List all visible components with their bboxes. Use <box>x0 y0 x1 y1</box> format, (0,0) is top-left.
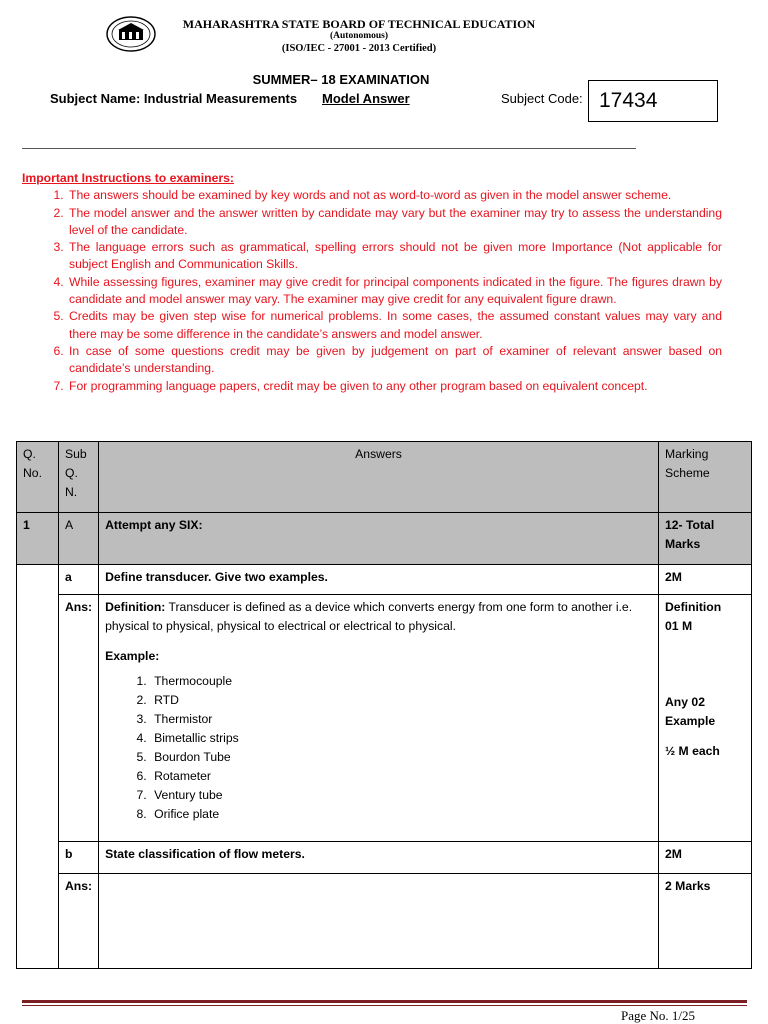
q1-blank-cell <box>17 565 59 969</box>
mark-example-3: ½ M each <box>665 744 720 758</box>
example-item: 2. RTD <box>150 691 652 710</box>
table-row-ans-a <box>17 595 752 842</box>
page-number: Page No. 1/25 <box>621 1008 696 1023</box>
instruction-item: 4. While assessing figures, examiner may give credit for principal components indicated in the figure. The figures drawn by candidate and model answer may vary. The examiner may give credit for any equivalent figure drawn. <box>67 274 722 309</box>
definition-para <box>105 598 652 636</box>
subject-code-box <box>588 80 718 122</box>
header-marking: Marking Scheme <box>659 442 752 513</box>
instruction-item: 7. For programming language papers, credit may be given to any other program based on equivalent concept. <box>67 378 722 395</box>
subject-code-label: Subject Code: <box>501 91 583 106</box>
ans-b-content <box>99 874 659 969</box>
example-item: 7. Ventury tube <box>150 786 652 805</box>
instruction-item: 1. The answers should be examined by key words and not as word-to-word as given in the model answer scheme. <box>67 187 722 204</box>
qa-marks: 2M <box>659 565 752 595</box>
q1-marks: 12- Total Marks <box>659 513 752 565</box>
instruction-item: 2. The model answer and the answer written by candidate may vary but the examiner may try to assess the understanding level of the candidate. <box>67 205 722 240</box>
instructions-title: Important Instructions to examiners: <box>22 171 234 185</box>
subject-name: Subject Name: Industrial Measurements <box>50 91 298 106</box>
qb-marks: 2M <box>659 842 752 874</box>
exam-title: SUMMER– 18 EXAMINATION <box>252 72 430 87</box>
table-row-qa <box>17 565 752 595</box>
mark-example-1: Any 02 <box>665 695 705 709</box>
ans-a-marks <box>659 595 752 842</box>
example-item: 8. Orifice plate <box>150 805 652 824</box>
answer-table <box>16 441 752 969</box>
definition-title: Definition: <box>105 600 166 614</box>
example-item: 1. Thermocouple <box>150 672 652 691</box>
q1-number: 1 <box>17 513 59 565</box>
example-item: 6. Rotameter <box>150 767 652 786</box>
instruction-item: 6. In case of some questions credit may be given by judgement on part of examiner of relevant answer based on candidate’s understanding. <box>67 343 722 378</box>
instructions-list <box>22 187 722 395</box>
subject-code-value: 17434 <box>599 89 658 112</box>
q1-text: Attempt any SIX: <box>99 513 659 565</box>
board-title: MAHARASHTRA STATE BOARD OF TECHNICAL EDUCATION <box>182 17 536 31</box>
ans-b-label: Ans: <box>59 874 99 969</box>
ans-a-content <box>99 595 659 842</box>
ans-a-label: Ans: <box>59 595 99 842</box>
header-answers: Answers <box>99 442 659 513</box>
header-divider <box>22 148 636 149</box>
table-row-q1 <box>17 513 752 565</box>
table-header-row <box>17 442 752 513</box>
certification-label: (ISO/IEC - 27001 - 2013 Certified) <box>281 43 437 54</box>
ans-b-marks: 2 Marks <box>659 874 752 969</box>
table-row-qb <box>17 842 752 874</box>
instructions-block <box>22 170 722 395</box>
example-item: 5. Bourdon Tube <box>150 748 652 767</box>
examples-list <box>105 672 652 824</box>
mark-definition-2: 01 M <box>665 619 693 633</box>
footer-rule-thick <box>22 1000 747 1003</box>
qb-sub: b <box>59 842 99 874</box>
mark-definition-1: Definition <box>665 600 722 614</box>
header-qno: Q. No. <box>17 442 59 513</box>
table-row-ans-b <box>17 874 752 969</box>
qa-question: Define transducer. Give two examples. <box>99 565 659 595</box>
example-item: 4. Bimetallic strips <box>150 729 652 748</box>
qb-question: State classification of flow meters. <box>99 842 659 874</box>
instruction-item: 5. Credits may be given step wise for numerical problems. In some cases, the assumed constant values may vary and there may be some difference in the candidate’s answers and model answer. <box>67 308 722 343</box>
model-answer-label: Model Answer <box>322 91 410 106</box>
footer-rule-thin <box>22 1005 747 1006</box>
instruction-item: 3. The language errors such as grammatical, spelling errors should not be given more Importance (Not applicable for subject English and Communication Skills. <box>67 239 722 274</box>
mark-example-2: Example <box>665 714 716 728</box>
autonomous-label: (Autonomous) <box>329 31 389 41</box>
example-title: Example: <box>105 649 160 663</box>
qa-sub: a <box>59 565 99 595</box>
header-subq: Sub Q. N. <box>59 442 99 513</box>
example-item: 3. Thermistor <box>150 710 652 729</box>
definition-text: Transducer is defined as a device which converts energy from one form to another i.e. physical to physical, physical to electrical or electrical to physical. <box>105 600 633 633</box>
q1-sub: A <box>59 513 99 565</box>
